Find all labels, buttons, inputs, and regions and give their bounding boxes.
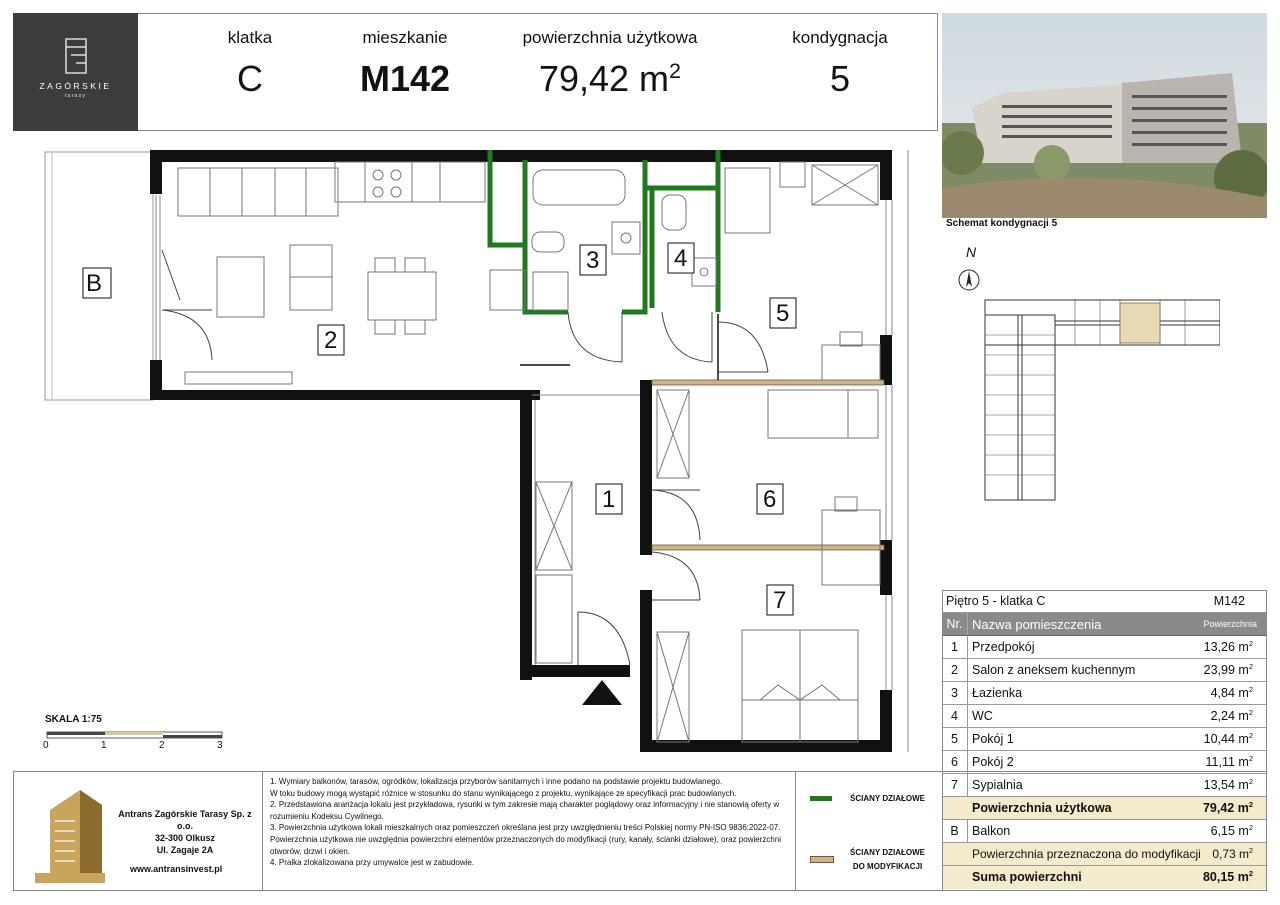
- room-label-3: 3: [586, 247, 600, 274]
- table-row: 3 Łazienka 4,84 $m^2$: [942, 682, 1267, 705]
- company-info: [110, 808, 260, 856]
- klatka-value: C: [237, 58, 263, 99]
- scale-tick-2: 2: [159, 740, 165, 751]
- mieszkanie-value: M142: [359, 58, 451, 99]
- compass-icon: [957, 268, 981, 292]
- logo-brand-text: ZAGÓRSKIE: [39, 81, 112, 91]
- company-street: Ul. Zagaje 2A: [156, 845, 214, 855]
- footer-divider: [262, 771, 263, 891]
- room-label-5: 5: [776, 300, 790, 327]
- powierzchnia-value: 79,42 $m^2$: [538, 58, 682, 99]
- col-nr: Nr.: [942, 613, 968, 635]
- scale-tick-1: 1: [101, 740, 107, 751]
- powierzchnia-label: powierzchnia użytkowa: [522, 28, 698, 47]
- company-name: Antrans Zagórskie Tarasy Sp. z o.o.: [118, 809, 252, 831]
- kondygnacja-label: kondygnacja: [792, 28, 888, 47]
- room-label-2: 2: [324, 327, 338, 354]
- total-usable-row: Powierzchnia użytkowa 79,42 $m^2$: [942, 797, 1267, 820]
- col-name: Nazwa pomieszczenia: [972, 617, 1102, 632]
- company-logo: [30, 785, 110, 885]
- footer-notes: 1. Wymiary balkonów, tarasów, ogródków, lokalizacja przyborów sanitarnych i inne podano na podstawie projektu budowlanego. W toku budowy mogą wystąpić różnice w stosunku do stanu wynikającego z projektu, wynikające ze specyfikacji prac budowlanych. 2. Przedstawiona aranżacja lokalu jest przykładowa, rysunki w tym zakresie mają charakter poglądowy oraz informacyjny i nie stanowią oferty w rozumieniu Kodeksu Cywilnego. 3. Powierzchnia użytkowa lokali mieszkalnych oraz pomieszczeń określana jest przy uwzględnieniu treści Polskiej normy PN-ISO 9836:2022-07. Powierzchnia użytkowa nie uwzględnia powierzchni elementów przeznaczonych do modyfikacji (rury, kanały, ścianki działowe), oraz powierzchni otworów, drzwi i okien. 4. Pralka zlokalizowana przy umywalce jest w zabudowie.: [270, 777, 782, 868]
- modification-row: Powierzchnia przeznaczona do modyfikacji 0,73 $m^2$: [942, 843, 1267, 866]
- table-header-row: [942, 613, 1267, 636]
- kondygnacja-value: 5: [829, 58, 851, 99]
- table-apartment: M142: [1213, 594, 1245, 608]
- legend-partition-swatch: [810, 796, 832, 801]
- col-area: Powierzchnia: [1203, 619, 1257, 629]
- north-label: N: [966, 244, 977, 260]
- balcony-label: B: [86, 270, 103, 297]
- legend-modifiable-swatch: [810, 856, 834, 863]
- scale-bar: [40, 728, 230, 742]
- mieszkanie-label: mieszkanie: [362, 28, 448, 47]
- legend-partition-label: ŚCIANY DZIAŁOWE: [850, 794, 925, 803]
- table-title-row: [942, 590, 1267, 613]
- sum-row: Suma powierzchni 80,15 $m^2$: [942, 866, 1267, 889]
- developer-logo: [13, 13, 138, 131]
- company-website[interactable]: www.antransinvest.pl: [130, 864, 223, 874]
- floor-schema: [980, 295, 1220, 505]
- table-row: 1 Przedpokój 13,26 $m^2$: [942, 636, 1267, 659]
- partition-walls: [490, 150, 718, 312]
- table-row: 7 Sypialnia 13,54 $m^2$: [942, 774, 1267, 797]
- table-row: 2 Salon z aneksem kuchennym 23,99 $m^2$: [942, 659, 1267, 682]
- footer-divider: [795, 771, 796, 891]
- scale-tick-0: 0: [43, 740, 49, 751]
- room-label-6: 6: [763, 486, 777, 513]
- klatka-label: klatka: [227, 28, 273, 47]
- table-row: 6 Pokój 2 11,11 $m^2$: [942, 751, 1267, 774]
- structural-walls: [150, 150, 892, 752]
- highlighted-apartment: [1120, 303, 1160, 343]
- company-postal: 32-300 Olkusz: [154, 833, 216, 843]
- balcony-row: B Balkon 6,15 $m^2$: [942, 820, 1267, 843]
- room-label-1: 1: [602, 486, 616, 513]
- legend-modifiable-label: ŚCIANY DZIAŁOWE DO MODYFIKACJI: [850, 848, 925, 871]
- room-label-4: 4: [674, 245, 688, 272]
- table-row: 5 Pokój 1 10,44 $m^2$: [942, 728, 1267, 751]
- building-rendering: [942, 13, 1267, 218]
- entrance-arrow: [582, 680, 622, 705]
- logo-sub-text: tarasy: [65, 93, 86, 99]
- room-label-7: 7: [773, 587, 787, 614]
- scale-label: SKALA 1:75: [45, 714, 102, 725]
- table-row: 4 WC 2,24 $m^2$: [942, 705, 1267, 728]
- schema-title: Schemat kondygnacji 5: [946, 218, 1058, 229]
- floor-plan: [0, 140, 935, 760]
- logo-mark-icon: [63, 37, 89, 75]
- scale-tick-3: 3: [217, 740, 223, 751]
- table-title: Piętro 5 - klatka C: [946, 594, 1046, 608]
